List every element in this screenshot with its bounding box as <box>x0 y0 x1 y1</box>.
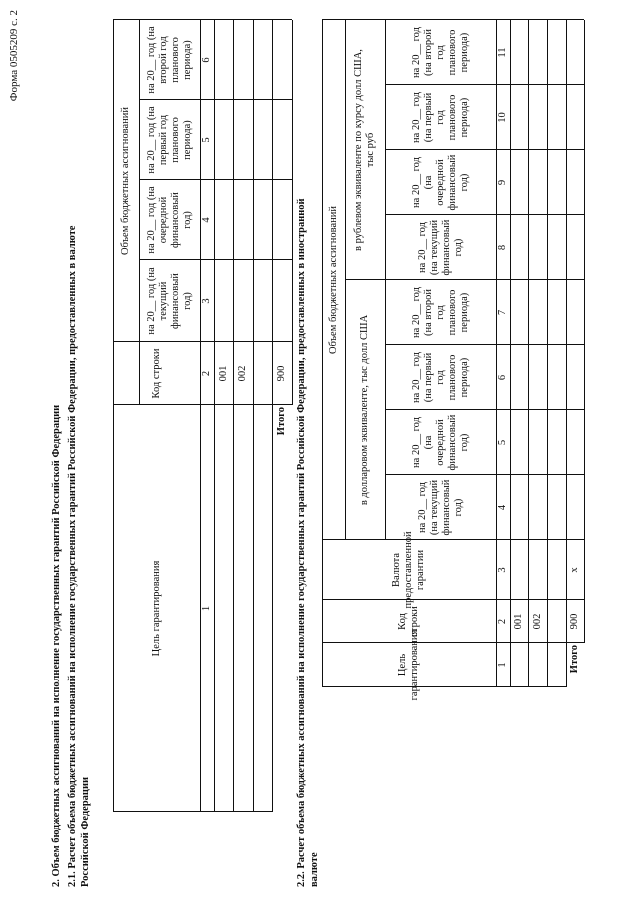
t2-period-7: на 20__ год (на первый год планового периода) <box>410 92 470 143</box>
t1-colnum-6: 6 <box>201 57 212 63</box>
t2-col-purpose: Цель гарантирования <box>397 629 420 701</box>
t2-colnum-1: 1 <box>497 662 508 668</box>
t1-colnum-3: 3 <box>201 298 212 304</box>
t2-colnum-10: 10 <box>497 112 508 123</box>
t2-colnum-4: 4 <box>497 504 508 511</box>
t1-colnum-2: 2 <box>201 370 212 377</box>
section22-title: 2.2. Расчет объема бюджетных ассигнований на исполнение государственных гарантий Российской Федерации, предоставленных в иностранной <box>296 198 307 887</box>
t2-colnum-9: 9 <box>497 179 508 186</box>
t1-period-1: на 20__ год (на текущий финансовый год) <box>145 267 193 335</box>
t2-col-code: Код строки <box>397 606 420 637</box>
t1-colnum-1: 1 <box>201 605 212 612</box>
t1-total-code: 900 <box>276 365 287 382</box>
t1-total-label: Итого <box>276 407 287 436</box>
t2-col-currency: Валюта предоставленной гарантии <box>391 531 426 609</box>
t2-period-6: на 20__ год (на очередной финансовый год) <box>410 154 470 211</box>
section21-title-cont: Российской Федерации <box>80 776 91 887</box>
t1-row-code: 002 <box>237 365 248 382</box>
t1-col-purpose: Цель гарантирования <box>150 560 162 657</box>
t2-colnum-11: 11 <box>497 47 508 58</box>
t1-group-header: Объем бюджетных ассигнований <box>120 106 131 256</box>
t2-period-1: на 20__ год (на текущий финансовый год) <box>416 479 464 536</box>
t2-group-header: Объем бюджетных ассигнований <box>327 205 339 355</box>
t2-colnum-3: 3 <box>497 567 508 573</box>
t2-colnum-6: 6 <box>497 374 508 381</box>
section2-title: 2. Объем бюджетных ассигнований на исполнение государственных гарантий Российской Федерации <box>51 404 62 887</box>
t2-colnum-7: 7 <box>497 309 508 316</box>
t1-col-code: Код строки <box>150 348 162 399</box>
form-label: Форма 0505209 с. 2 <box>8 10 20 102</box>
t2-period-4: на 20__ год (на второй год планового периода) <box>410 287 470 338</box>
t2-row-code: 001 <box>513 613 524 630</box>
t2-colnum-5: 5 <box>497 439 508 446</box>
t2-period-3: на 20__ год (на первый год планового периода) <box>410 352 470 403</box>
t1-colnum-5: 5 <box>201 137 212 143</box>
t1-period-4: на 20__ год (на второй год планового периода) <box>145 26 193 94</box>
t2-colnum-2: 2 <box>497 618 508 625</box>
t2-subgroup-rub: в рублевом эквиваленте по курсу долл США, тыс руб <box>353 49 376 251</box>
section22-title-cont: валюте <box>309 852 320 887</box>
t2-row-code: 002 <box>531 613 543 630</box>
t1-period-2: на 20__ год (на очередной финансовый год) <box>145 186 193 254</box>
t2-colnum-8: 8 <box>497 244 508 251</box>
t2-total-currency: x <box>569 567 580 573</box>
t2-period-8: на 20__ год (на второй год планового периода) <box>410 27 470 78</box>
t2-total-code: 900 <box>569 613 580 630</box>
t1-colnum-4: 4 <box>201 217 212 223</box>
t2-total-label: Итого <box>569 645 580 674</box>
t2-subgroup-usd: в долларовом эквиваленте, тыс долл США <box>359 314 370 506</box>
t2-period-2: на 20__ год (на очередной финансовый год) <box>410 414 470 471</box>
t1-row-code: 001 <box>217 365 229 382</box>
t2-period-5: на 20__ год (на текущий финансовый год) <box>416 219 464 276</box>
t1-period-3: на 20__ год (на первый год планового периода) <box>145 106 193 174</box>
section21-title: 2.1. Расчет объема бюджетных ассигнований на исполнение государственных гарантий Российской Федерации, предоставленных в валюте <box>67 225 78 887</box>
